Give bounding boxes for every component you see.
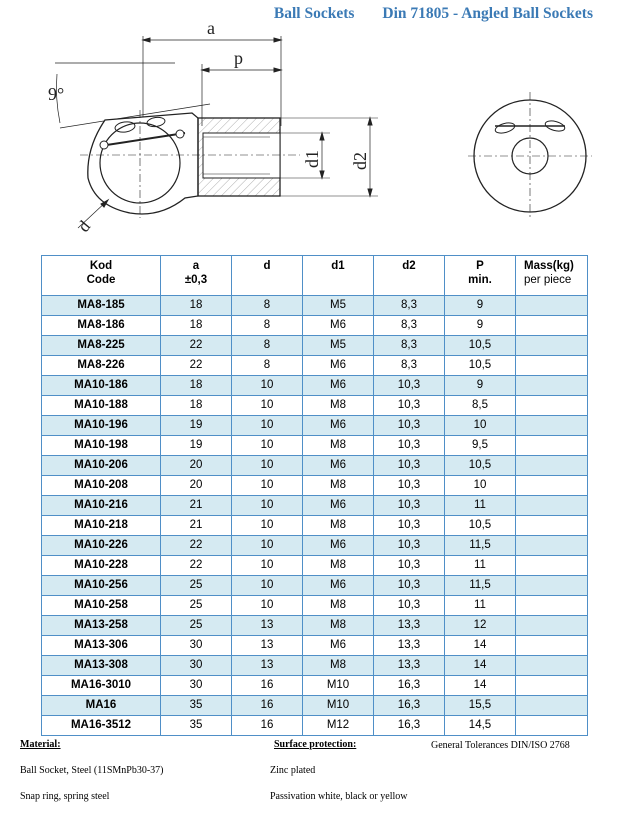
- table-row: [42, 496, 588, 516]
- cell-mass: [516, 616, 588, 636]
- cell-code: MA10-198: [42, 436, 161, 456]
- title-left: Ball Sockets: [273, 5, 355, 22]
- table-row: [42, 376, 588, 396]
- table-row: [42, 296, 588, 316]
- cell-a: 35: [161, 716, 232, 736]
- cell-code: MA10-256: [42, 576, 161, 596]
- cell-p: 10: [445, 416, 516, 436]
- header-d1: d1: [303, 256, 374, 296]
- cell-mass: [516, 656, 588, 676]
- cell-d: 10: [232, 476, 303, 496]
- cell-d: 10: [232, 596, 303, 616]
- cell-mass: [516, 596, 588, 616]
- table-row: [42, 436, 588, 456]
- cell-p: 10: [445, 476, 516, 496]
- cell-mass: [516, 336, 588, 356]
- cell-code: MA10-196: [42, 416, 161, 436]
- cell-d: 10: [232, 576, 303, 596]
- cell-mass: [516, 416, 588, 436]
- cell-d: 10: [232, 456, 303, 476]
- label-d2: d2: [350, 152, 370, 170]
- cell-a: 22: [161, 536, 232, 556]
- cell-d1: M6: [303, 496, 374, 516]
- header-code: Kod Code: [42, 256, 161, 296]
- cell-d: 8: [232, 316, 303, 336]
- cell-d2: 8,3: [374, 316, 445, 336]
- header-p: P min.: [445, 256, 516, 296]
- cell-d2: 10,3: [374, 396, 445, 416]
- cell-d: 16: [232, 716, 303, 736]
- cell-mass: [516, 536, 588, 556]
- cell-p: 15,5: [445, 696, 516, 716]
- cell-d: 10: [232, 536, 303, 556]
- cell-d1: M6: [303, 316, 374, 336]
- cell-d: 13: [232, 636, 303, 656]
- cell-d: 13: [232, 656, 303, 676]
- table-row: [42, 616, 588, 636]
- cell-mass: [516, 576, 588, 596]
- cell-code: MA13-258: [42, 616, 161, 636]
- cell-d1: M10: [303, 696, 374, 716]
- cell-p: 12: [445, 616, 516, 636]
- table-row: [42, 596, 588, 616]
- cell-code: MA13-306: [42, 636, 161, 656]
- cell-a: 22: [161, 356, 232, 376]
- header-d2: d2: [374, 256, 445, 296]
- cell-p: 11: [445, 556, 516, 576]
- cell-d1: M6: [303, 376, 374, 396]
- cell-mass: [516, 376, 588, 396]
- label-d1: d1: [302, 150, 322, 168]
- cell-a: 20: [161, 456, 232, 476]
- cell-code: MA10-258: [42, 596, 161, 616]
- cell-d2: 10,3: [374, 496, 445, 516]
- cell-d2: 13,3: [374, 616, 445, 636]
- cell-d: 10: [232, 436, 303, 456]
- cell-d2: 10,3: [374, 576, 445, 596]
- table-row: [42, 696, 588, 716]
- cell-p: 11,5: [445, 576, 516, 596]
- cell-d: 16: [232, 696, 303, 716]
- surface-heading: Surface protection:: [274, 739, 357, 750]
- cell-d2: 16,3: [374, 676, 445, 696]
- material-line1: Ball Socket, Steel (11SMnPb30-37): [20, 765, 164, 776]
- cell-d1: M5: [303, 336, 374, 356]
- tolerances-note: General Tolerances DIN/ISO 2768: [431, 740, 570, 751]
- label-a: a: [207, 18, 215, 38]
- cell-mass: [516, 296, 588, 316]
- cell-a: 18: [161, 396, 232, 416]
- cell-d2: 10,3: [374, 596, 445, 616]
- table-row: [42, 636, 588, 656]
- cell-d2: 10,3: [374, 416, 445, 436]
- cell-d1: M8: [303, 656, 374, 676]
- cell-mass: [516, 496, 588, 516]
- table-header: [42, 256, 588, 296]
- cell-a: 30: [161, 676, 232, 696]
- cell-d1: M12: [303, 716, 374, 736]
- cell-a: 18: [161, 316, 232, 336]
- cell-code: MA13-308: [42, 656, 161, 676]
- cell-a: 30: [161, 636, 232, 656]
- cell-code: MA10-218: [42, 516, 161, 536]
- table-row: [42, 456, 588, 476]
- label-p: p: [234, 48, 243, 68]
- cell-mass: [516, 716, 588, 736]
- cell-mass: [516, 636, 588, 656]
- cell-a: 25: [161, 596, 232, 616]
- cell-d1: M8: [303, 396, 374, 416]
- table-row: [42, 356, 588, 376]
- cell-mass: [516, 396, 588, 416]
- cell-a: 19: [161, 436, 232, 456]
- cell-code: MA10-206: [42, 456, 161, 476]
- cell-p: 11: [445, 596, 516, 616]
- cell-d1: M8: [303, 556, 374, 576]
- cell-p: 10,5: [445, 336, 516, 356]
- cell-d: 16: [232, 676, 303, 696]
- cell-a: 25: [161, 616, 232, 636]
- cell-code: MA10-208: [42, 476, 161, 496]
- material-heading: Material:: [20, 739, 61, 750]
- cell-d1: M6: [303, 536, 374, 556]
- cell-p: 9: [445, 316, 516, 336]
- cell-d1: M6: [303, 636, 374, 656]
- header-mass: Mass(kg) per piece: [516, 256, 588, 296]
- table-row: [42, 556, 588, 576]
- surface-line1: Zinc plated: [270, 765, 316, 776]
- cell-d: 10: [232, 556, 303, 576]
- label-angle: 9°: [48, 84, 65, 104]
- cell-code: MA16: [42, 696, 161, 716]
- table-row: [42, 536, 588, 556]
- table-row: [42, 576, 588, 596]
- cell-d2: 10,3: [374, 516, 445, 536]
- cell-p: 8,5: [445, 396, 516, 416]
- cell-d1: M8: [303, 516, 374, 536]
- cell-d1: M6: [303, 356, 374, 376]
- cell-d2: 10,3: [374, 436, 445, 456]
- cell-d1: M6: [303, 576, 374, 596]
- cell-p: 11: [445, 496, 516, 516]
- cell-mass: [516, 356, 588, 376]
- cell-d1: M8: [303, 436, 374, 456]
- cell-d1: M8: [303, 476, 374, 496]
- cell-a: 18: [161, 376, 232, 396]
- cell-mass: [516, 436, 588, 456]
- cell-a: 21: [161, 496, 232, 516]
- cell-mass: [516, 676, 588, 696]
- cell-d1: M8: [303, 596, 374, 616]
- cell-p: 10,5: [445, 516, 516, 536]
- cell-d1: M6: [303, 416, 374, 436]
- cell-code: MA10-226: [42, 536, 161, 556]
- cell-code: MA10-228: [42, 556, 161, 576]
- cell-p: 9: [445, 296, 516, 316]
- technical-drawing: [0, 18, 629, 254]
- table-row: [42, 316, 588, 336]
- cell-a: 22: [161, 336, 232, 356]
- table-row: [42, 476, 588, 496]
- cell-a: 35: [161, 696, 232, 716]
- cell-code: MA8-226: [42, 356, 161, 376]
- cell-d2: 16,3: [374, 716, 445, 736]
- cell-d: 10: [232, 396, 303, 416]
- cell-code: MA8-186: [42, 316, 161, 336]
- table-row: [42, 416, 588, 436]
- cell-mass: [516, 516, 588, 536]
- material-line2: Snap ring, spring steel: [20, 791, 110, 802]
- cell-p: 9,5: [445, 436, 516, 456]
- cell-a: 30: [161, 656, 232, 676]
- cell-d: 8: [232, 296, 303, 316]
- cell-d: 8: [232, 356, 303, 376]
- cell-code: MA8-185: [42, 296, 161, 316]
- cell-d1: M5: [303, 296, 374, 316]
- cell-d2: 10,3: [374, 456, 445, 476]
- header-d: d: [232, 256, 303, 296]
- cell-mass: [516, 556, 588, 576]
- cell-p: 11,5: [445, 536, 516, 556]
- cell-mass: [516, 456, 588, 476]
- table-row: [42, 336, 588, 356]
- cell-p: 14: [445, 636, 516, 656]
- cell-p: 10,5: [445, 456, 516, 476]
- label-d: d: [74, 216, 95, 236]
- table-row: [42, 656, 588, 676]
- cell-a: 25: [161, 576, 232, 596]
- cell-d2: 10,3: [374, 556, 445, 576]
- cell-p: 14: [445, 676, 516, 696]
- cell-a: 18: [161, 296, 232, 316]
- cell-d2: 10,3: [374, 536, 445, 556]
- cell-code: MA16-3512: [42, 716, 161, 736]
- cell-a: 20: [161, 476, 232, 496]
- cell-mass: [516, 316, 588, 336]
- cell-d2: 13,3: [374, 656, 445, 676]
- cell-d2: 13,3: [374, 636, 445, 656]
- cell-d2: 8,3: [374, 336, 445, 356]
- cell-code: MA10-186: [42, 376, 161, 396]
- cell-d: 8: [232, 336, 303, 356]
- cell-a: 19: [161, 416, 232, 436]
- cell-code: MA8-225: [42, 336, 161, 356]
- table-row: [42, 396, 588, 416]
- cell-d2: 10,3: [374, 476, 445, 496]
- cell-mass: [516, 696, 588, 716]
- spec-table: [41, 255, 588, 736]
- header-a: a ±0,3: [161, 256, 232, 296]
- cell-code: MA10-188: [42, 396, 161, 416]
- cell-mass: [516, 476, 588, 496]
- surface-line2: Passivation white, black or yellow: [270, 791, 408, 802]
- cell-d1: M10: [303, 676, 374, 696]
- cell-d: 10: [232, 516, 303, 536]
- cell-d: 10: [232, 496, 303, 516]
- cell-d2: 8,3: [374, 356, 445, 376]
- table-row: [42, 516, 588, 536]
- cell-d2: 16,3: [374, 696, 445, 716]
- table-row: [42, 716, 588, 736]
- cell-p: 14,5: [445, 716, 516, 736]
- cell-p: 14: [445, 656, 516, 676]
- cell-code: MA16-3010: [42, 676, 161, 696]
- cell-a: 22: [161, 556, 232, 576]
- title-right: Din 71805 - Angled Ball Sockets: [382, 5, 593, 22]
- cell-d2: 10,3: [374, 376, 445, 396]
- cell-a: 21: [161, 516, 232, 536]
- cell-p: 9: [445, 376, 516, 396]
- cell-d: 10: [232, 416, 303, 436]
- cell-d2: 8,3: [374, 296, 445, 316]
- cell-d: 13: [232, 616, 303, 636]
- table-row: [42, 676, 588, 696]
- cell-d1: M6: [303, 456, 374, 476]
- cell-d: 10: [232, 376, 303, 396]
- cell-code: MA10-216: [42, 496, 161, 516]
- cell-d1: M8: [303, 616, 374, 636]
- cell-p: 10,5: [445, 356, 516, 376]
